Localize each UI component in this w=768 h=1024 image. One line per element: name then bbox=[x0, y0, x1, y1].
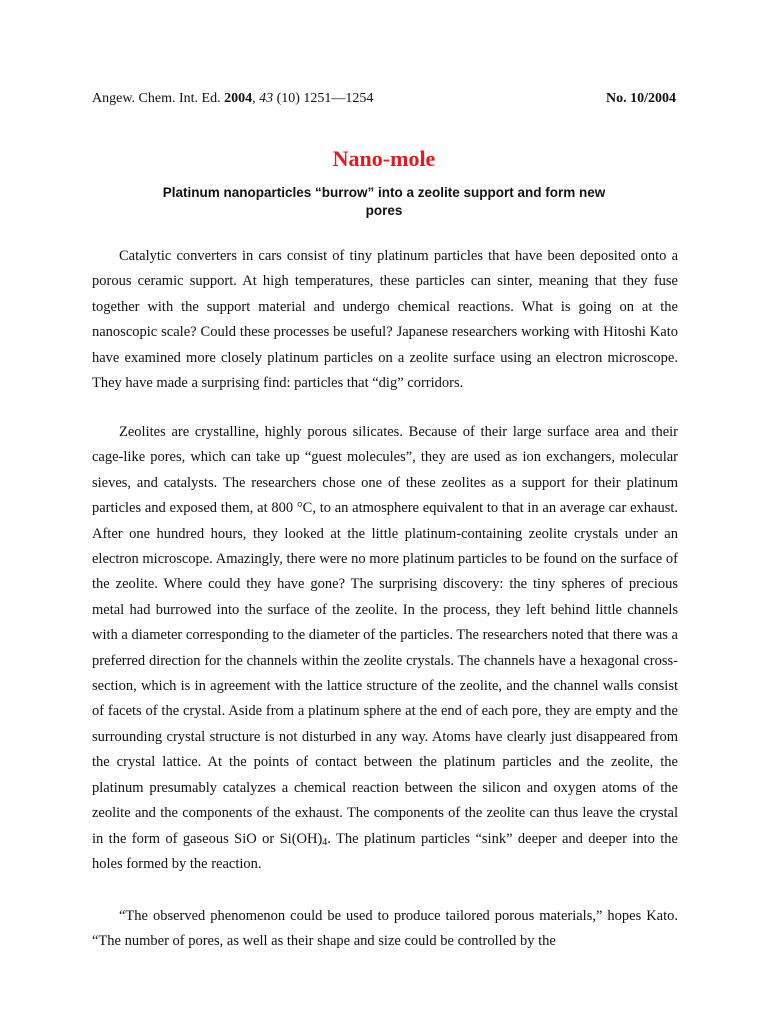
journal-name: Angew. Chem. Int. Ed. bbox=[92, 91, 221, 106]
issue-number: No. 10/2004 bbox=[606, 91, 676, 106]
body-paragraph-2-tail: . The platinum particles “sink” deeper and deeper into the holes formed by the reaction. bbox=[92, 830, 678, 872]
formula-subscript: 4 bbox=[322, 836, 328, 848]
journal-year: 2004 bbox=[224, 91, 253, 106]
body-paragraph-2-text: Zeolites are crystalline, highly porous silicates. Because of their large surface area and their cage-like pores, which can take up “guest molecules”, they are used as ion exchangers, molecular sieves, and catalysts. The researchers chose one of these zeolites as a support for their platinum particles and exposed them, at 800 °C, to an atmosphere equivalent to that in an average car exhaust. After one hundred hours, they looked at the little platinum-containing zeolite crystals under an electron microscope. Amazingly, there were no more platinum particles to be found on the surface of the zeolite. Where could they have gone? The surprising discovery: the tiny spheres of precious metal had burrowed into the surface of the zeolite. In the process, they left behind little channels with a diameter corresponding to the diameter of the particles. The researchers noted that there was a preferred direction for the channels within the zeolite crystals. The channels have a hexagonal cross-section, which is in agreement with the lattice structure of the zeolite, and the channel walls consist of facets of the crystal. Aside from a platinum sphere at the end of each pore, they are empty and the surrounding crystal structure is not disturbed in any way. Atoms have clearly just disappeared from the crystal lattice. At the points of contact between the platinum particles and the zeolite, the platinum presumably catalyzes a chemical reaction between the silicon and oxygen atoms of the zeolite and the components of the exhaust. The components of the zeolite can thus leave the crystal in the form of gaseous SiO or Si(OH) bbox=[92, 424, 678, 847]
article-subtitle: Platinum nanoparticles “burrow” into a zeolite support and form new pores bbox=[162, 185, 606, 218]
journal-citation: Angew. Chem. Int. Ed. 2004, 43 (10) 1251—1254 bbox=[92, 91, 374, 106]
article-title: Nano-mole bbox=[332, 146, 436, 171]
journal-issue-pages: (10) 1251—1254 bbox=[276, 91, 374, 106]
journal-volume: 43 bbox=[259, 91, 274, 106]
body-paragraph-2 bbox=[92, 420, 678, 877]
body-paragraph-3: “The observed phenomenon could be used to produce tailored porous materials,” hopes Kato. “The number of pores, as well as their shape and size could be controlled by the bbox=[92, 908, 678, 950]
body-paragraph-1: Catalytic converters in cars consist of tiny platinum particles that have been deposited onto a porous ceramic support. At high temperatures, these particles can sinter, meaning that they fuse together with the support material and undergo chemical reactions. What is going on at the nanoscopic scale? Could these processes be useful? Japanese researchers working with Hitoshi Kato have examined more closely platinum particles on a zeolite surface using an electron microscope. They have made a surprising find: particles that “dig” corridors. bbox=[92, 248, 678, 392]
